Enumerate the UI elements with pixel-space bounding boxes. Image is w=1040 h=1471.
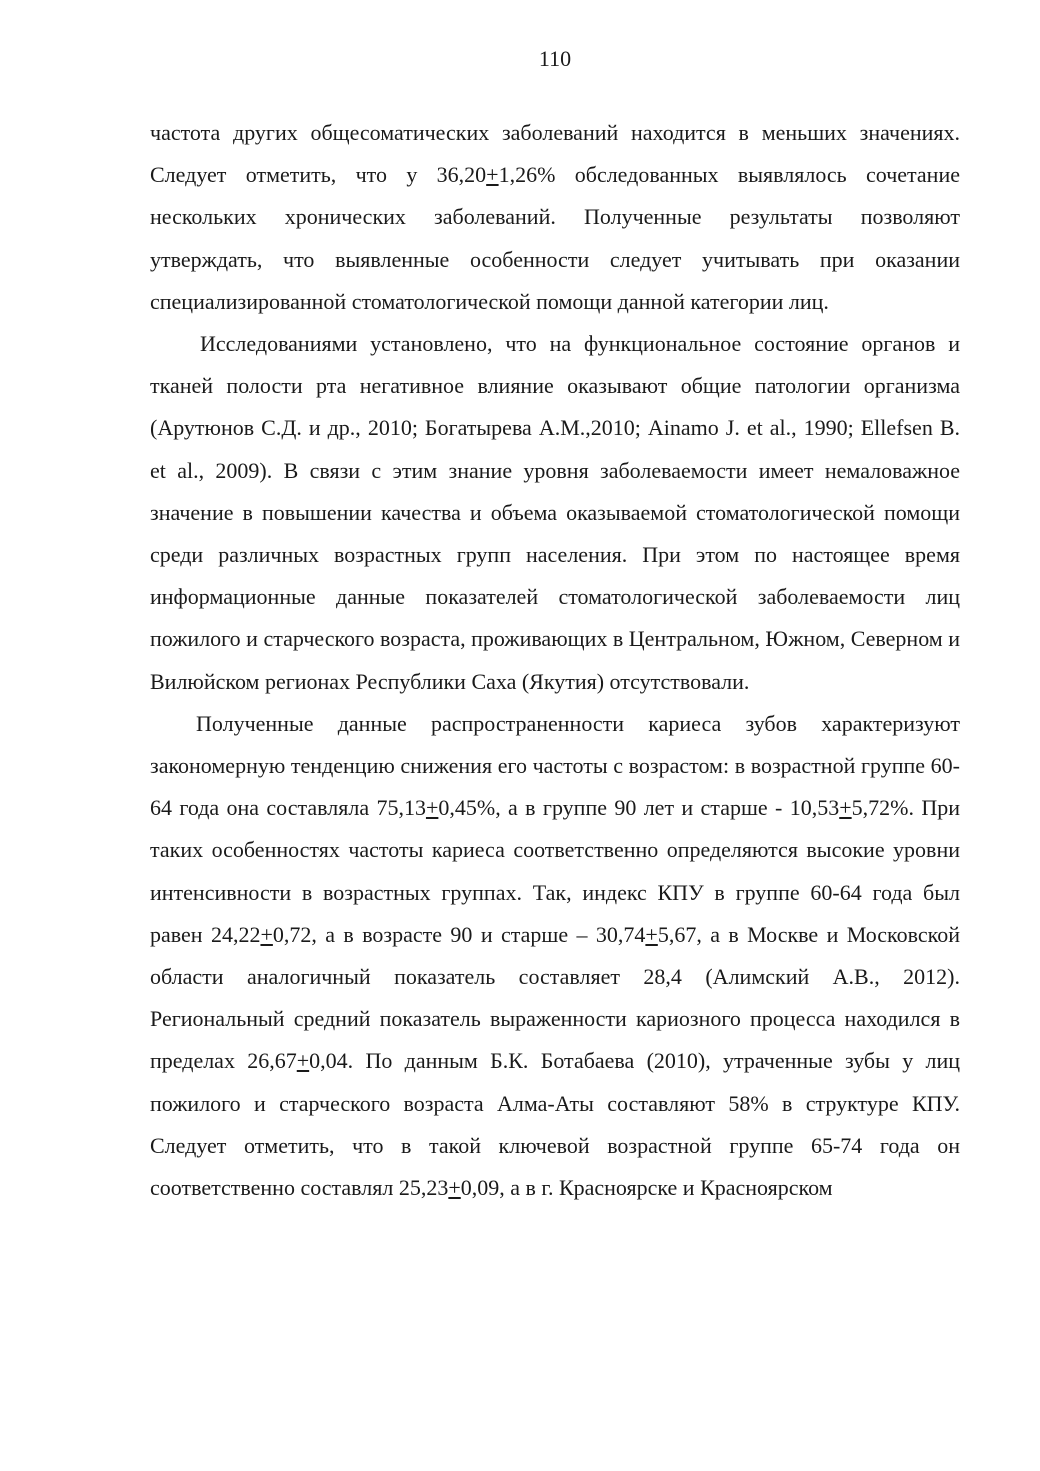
text-segment: 0,09, а в г. Красноярске и Красноярском bbox=[460, 1175, 833, 1201]
text-segment: Полученные данные распространенности кариеса зубов характеризуют закономерную тенденцию снижения его частоты с возрастом: в возрастной группе 60-64 года она составляла 75,13 bbox=[150, 710, 960, 821]
text-segment: 5,67, а в Москве и Московской области аналогичный показатель составляет 28,4 (Алимский А.В., 2012). Региональный средний показатель выраженности кариозного процесса находился в пределах 26,67 bbox=[150, 921, 960, 1074]
plus-minus-sign: + bbox=[296, 1048, 310, 1074]
text-segment: Исследованиями установлено, что на функциональное состояние органов и тканей полости рта негативное влияние оказывают общие патологии организма (Арутюнов С.Д. и др., 2010; Богатырева А.М.,2010; Ainamo J. et al., 1990; Ellefsen B. et al., 2009). В связи с этим знание уровня заболеваемости имеет немаловажное значение в повышении качества и объема оказываемой стоматологической помощи среди различных возрастных групп населения. При этом по настоящее время информационные данные показателей стоматологической заболеваемости лиц пожилого и старческого возраста, проживающих в Центральном, Южном, Северном и Вилюйском регионах Республики Саха (Якутия) отсутствовали. bbox=[150, 331, 960, 694]
text-segment: 0,45%, а в группе 90 лет и старше - 10,53 bbox=[438, 795, 840, 821]
plus-minus-sign: + bbox=[645, 921, 658, 947]
paragraph-3 bbox=[150, 703, 960, 1209]
plus-minus-sign: + bbox=[425, 795, 439, 821]
text-segment: 5,72%. При таких особенностях частоты кариеса соответственно определяются высокие уровни интенсивности в возрастных группах. Так, индекс КПУ в группе 60-64 года был равен 24,22 bbox=[150, 795, 960, 947]
text-segment: 0,04. По данным Б.К. Ботабаева (2010), утраченные зубы у лиц пожилого и старческого возраста Алма-Аты составляют 58% в структуре КПУ. Следует отметить, что в такой ключевой возрастной группе 65-74 года он соответственно составлял 25,23 bbox=[150, 1048, 961, 1201]
plus-minus-sign: + bbox=[260, 921, 273, 947]
paragraph-1 bbox=[150, 112, 960, 323]
text-segment: частота других общесоматических заболеваний находится в меньших значениях. Следует отметить, что у 36,20 bbox=[150, 120, 960, 188]
paragraph-2 bbox=[150, 323, 960, 703]
body-text bbox=[150, 112, 960, 1209]
plus-minus-sign: + bbox=[839, 795, 852, 821]
page-number: 110 bbox=[538, 46, 572, 71]
plus-minus-sign: + bbox=[486, 162, 499, 188]
text-segment: 0,72, а в возрасте 90 и старше – 30,74 bbox=[272, 921, 646, 947]
plus-minus-sign: + bbox=[448, 1175, 461, 1201]
text-segment: 1,26% обследованных выявлялось сочетание нескольких хронических заболеваний. Полученные результаты позволяют утверждать, что выявленные особенности следует учитывать при оказании специализированной стоматологической помощи данной категории лиц. bbox=[150, 162, 960, 314]
